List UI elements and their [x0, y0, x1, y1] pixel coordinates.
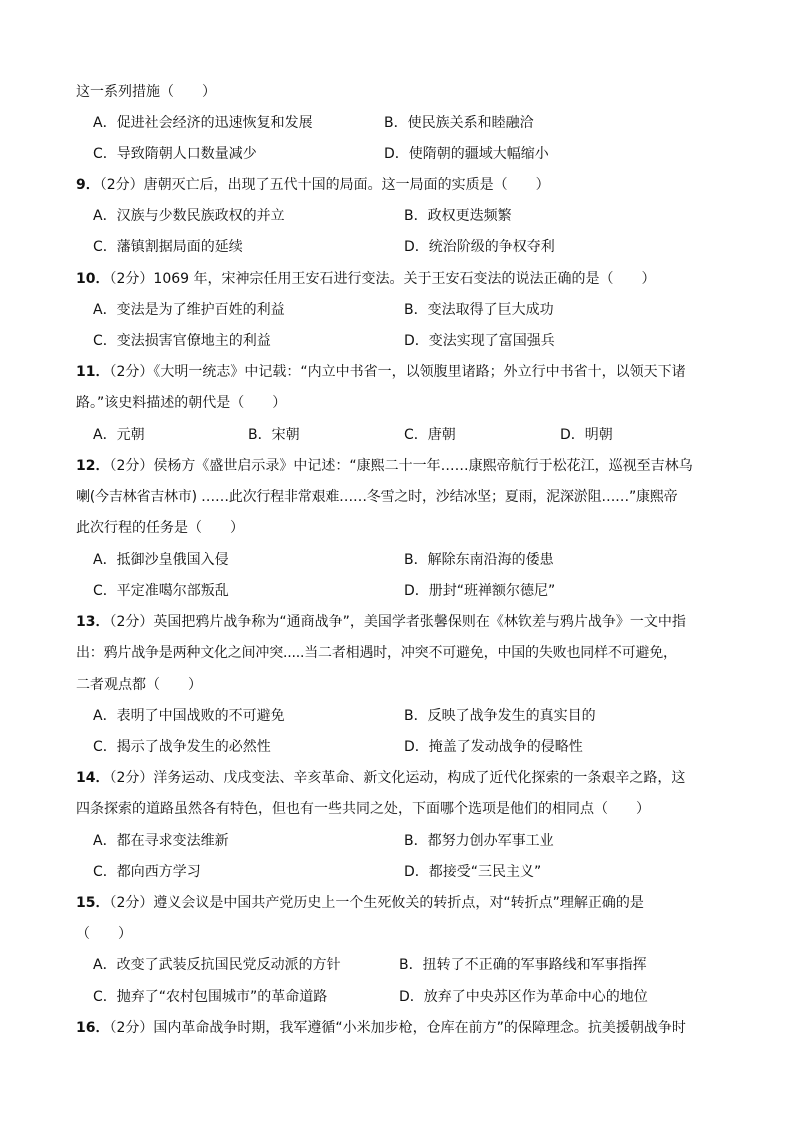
- q15-option-c[interactable]: C．抛弃了“农村包围城市”的革命道路: [93, 989, 328, 1005]
- q8-option-c[interactable]: C．导致隋朝人口数量减少: [93, 146, 257, 162]
- q10-text: 1069 年，宋神宗任用王安石进行变法。关于王安石变法的说法正确的是（ ）: [153, 271, 656, 287]
- q12-option-c[interactable]: C．平定准噶尔部叛乱: [93, 583, 229, 599]
- q11-score: （2分）: [109, 364, 154, 380]
- q12-option-d[interactable]: D．册封“班禅额尔德尼”: [404, 583, 556, 599]
- q8-stem-continuation: 这一系列措施（ ）: [76, 84, 216, 100]
- q9-score: （2分）: [99, 177, 144, 193]
- q11-text-line-2: 路。”该史料描述的朝代是（ ）: [76, 395, 287, 411]
- q14-text-line-2: 四条探索的道路虽然各有特色，但也有一些共同之处，下面哪个选项是他们的相同点（ ）: [76, 801, 650, 817]
- q15-text-line-2: （ ）: [76, 926, 132, 942]
- q14-option-a[interactable]: A．都在寻求变法维新: [93, 833, 229, 849]
- q10-score: （2分）: [109, 271, 154, 287]
- q9-text: 唐朝灭亡后，出现了五代十国的局面。这一局面的实质是（ ）: [143, 177, 550, 193]
- q13-option-b[interactable]: B．反映了战争发生的真实目的: [404, 708, 596, 724]
- q13-option-c[interactable]: C．揭示了战争发生的必然性: [93, 739, 271, 755]
- q8-option-a[interactable]: A．促进社会经济的迅速恢复和发展: [93, 115, 313, 131]
- q15-text-line-1: 遵义会议是中国共产党历史上一个生死攸关的转折点，对“转折点”理解正确的是: [153, 895, 644, 911]
- q11-number: 11．: [76, 364, 110, 380]
- q12-number: 12．: [76, 458, 110, 474]
- q12-option-a[interactable]: A．抵御沙皇俄国入侵: [93, 552, 229, 568]
- q14-number: 14．: [76, 770, 110, 786]
- q9-number: 9．: [76, 177, 100, 193]
- q14-text-line-1: 洋务运动、戊戌变法、辛亥革命、新文化运动，构成了近代化探索的一条艰辛之路，这: [153, 770, 686, 786]
- q12-text-line-1: 侯杨方《盛世启示录》中记述：“康熙二十一年……康熙帝航行于松花江，巡视至吉林乌: [153, 458, 693, 474]
- q10-option-b[interactable]: B．变法取得了巨大成功: [404, 302, 554, 318]
- q14-stem: [76, 768, 685, 788]
- q13-stem: [76, 612, 686, 632]
- q13-score: （2分）: [109, 614, 154, 630]
- q9-option-a[interactable]: A．汉族与少数民族政权的并立: [93, 208, 285, 224]
- q10-number: 10．: [76, 271, 110, 287]
- q12-text-line-3: 此次行程的任务是（ ）: [76, 520, 244, 536]
- q15-option-a[interactable]: A．改变了武装反抗国民党反动派的方针: [93, 957, 341, 973]
- q13-text-line-2: 出：鸦片战争是两种文化之间冲突.....当二者相遇时，冲突不可避免，中国的失败也同样不可避免，: [76, 645, 677, 661]
- q10-option-a[interactable]: A．变法是为了维护百姓的利益: [93, 302, 285, 318]
- q10-option-c[interactable]: C．变法损害官僚地主的利益: [93, 333, 271, 349]
- q16-text-line-1: 国内革命战争时期，我军遵循“小米加步枪，仓库在前方”的保障理念。抗美援朝战争时: [153, 1020, 686, 1036]
- q10-stem: [76, 269, 655, 289]
- q12-text-line-2: 喇(今吉林省吉林市) ……此次行程非常艰难……冬雪之时，沙结冰坚；夏雨，泥深淤阻……”康熙帝: [76, 489, 678, 505]
- q14-option-d[interactable]: D．都接受“三民主义”: [404, 864, 542, 880]
- q11-option-b[interactable]: B．宋朝: [248, 427, 300, 443]
- q12-option-b[interactable]: B．解除东南沿海的倭患: [404, 552, 554, 568]
- q13-number: 13．: [76, 614, 110, 630]
- q11-option-a[interactable]: A．元朝: [93, 427, 145, 443]
- q11-option-c[interactable]: C．唐朝: [404, 427, 456, 443]
- q16-score: （2分）: [109, 1020, 154, 1036]
- q15-number: 15．: [76, 895, 110, 911]
- q15-stem: [76, 893, 644, 913]
- q14-score: （2分）: [109, 770, 154, 786]
- q11-text-line-1: 《大明一统志》中记载：“内立中书省一，以领腹里诸路；外立行中书省十，以领天下诸: [153, 364, 686, 380]
- q16-number: 16．: [76, 1020, 110, 1036]
- q14-option-c[interactable]: C．都向西方学习: [93, 864, 201, 880]
- q15-score: （2分）: [109, 895, 154, 911]
- q8-option-b[interactable]: B．使民族关系和睦融洽: [384, 115, 534, 131]
- q16-stem: [76, 1018, 686, 1038]
- q11-option-d[interactable]: D．明朝: [560, 427, 613, 443]
- q13-text-line-3: 二者观点都（ ）: [76, 677, 202, 693]
- q15-option-b[interactable]: B．扭转了不正确的军事路线和军事指挥: [399, 957, 647, 973]
- q15-option-d[interactable]: D．放弃了中央苏区作为革命中心的地位: [399, 989, 648, 1005]
- q13-option-a[interactable]: A．表明了中国战败的不可避免: [93, 708, 285, 724]
- q9-option-b[interactable]: B．政权更迭频繁: [404, 208, 512, 224]
- q14-option-b[interactable]: B．都努力创办军事工业: [404, 833, 554, 849]
- q12-stem: [76, 456, 693, 476]
- q9-stem: [76, 175, 550, 195]
- q12-score: （2分）: [109, 458, 154, 474]
- q11-stem: [76, 362, 686, 382]
- q10-option-d[interactable]: D．变法实现了富国强兵: [404, 333, 555, 349]
- q13-option-d[interactable]: D．掩盖了发动战争的侵略性: [404, 739, 583, 755]
- q8-option-d[interactable]: D．使隋朝的疆域大幅缩小: [384, 146, 549, 162]
- q9-option-c[interactable]: C．藩镇割据局面的延续: [93, 239, 243, 255]
- q9-option-d[interactable]: D．统治阶级的争权夺利: [404, 239, 555, 255]
- q13-text-line-1: 英国把鸦片战争称为“通商战争”，美国学者张馨保则在《林钦差与鸦片战争》一文中指: [153, 614, 686, 630]
